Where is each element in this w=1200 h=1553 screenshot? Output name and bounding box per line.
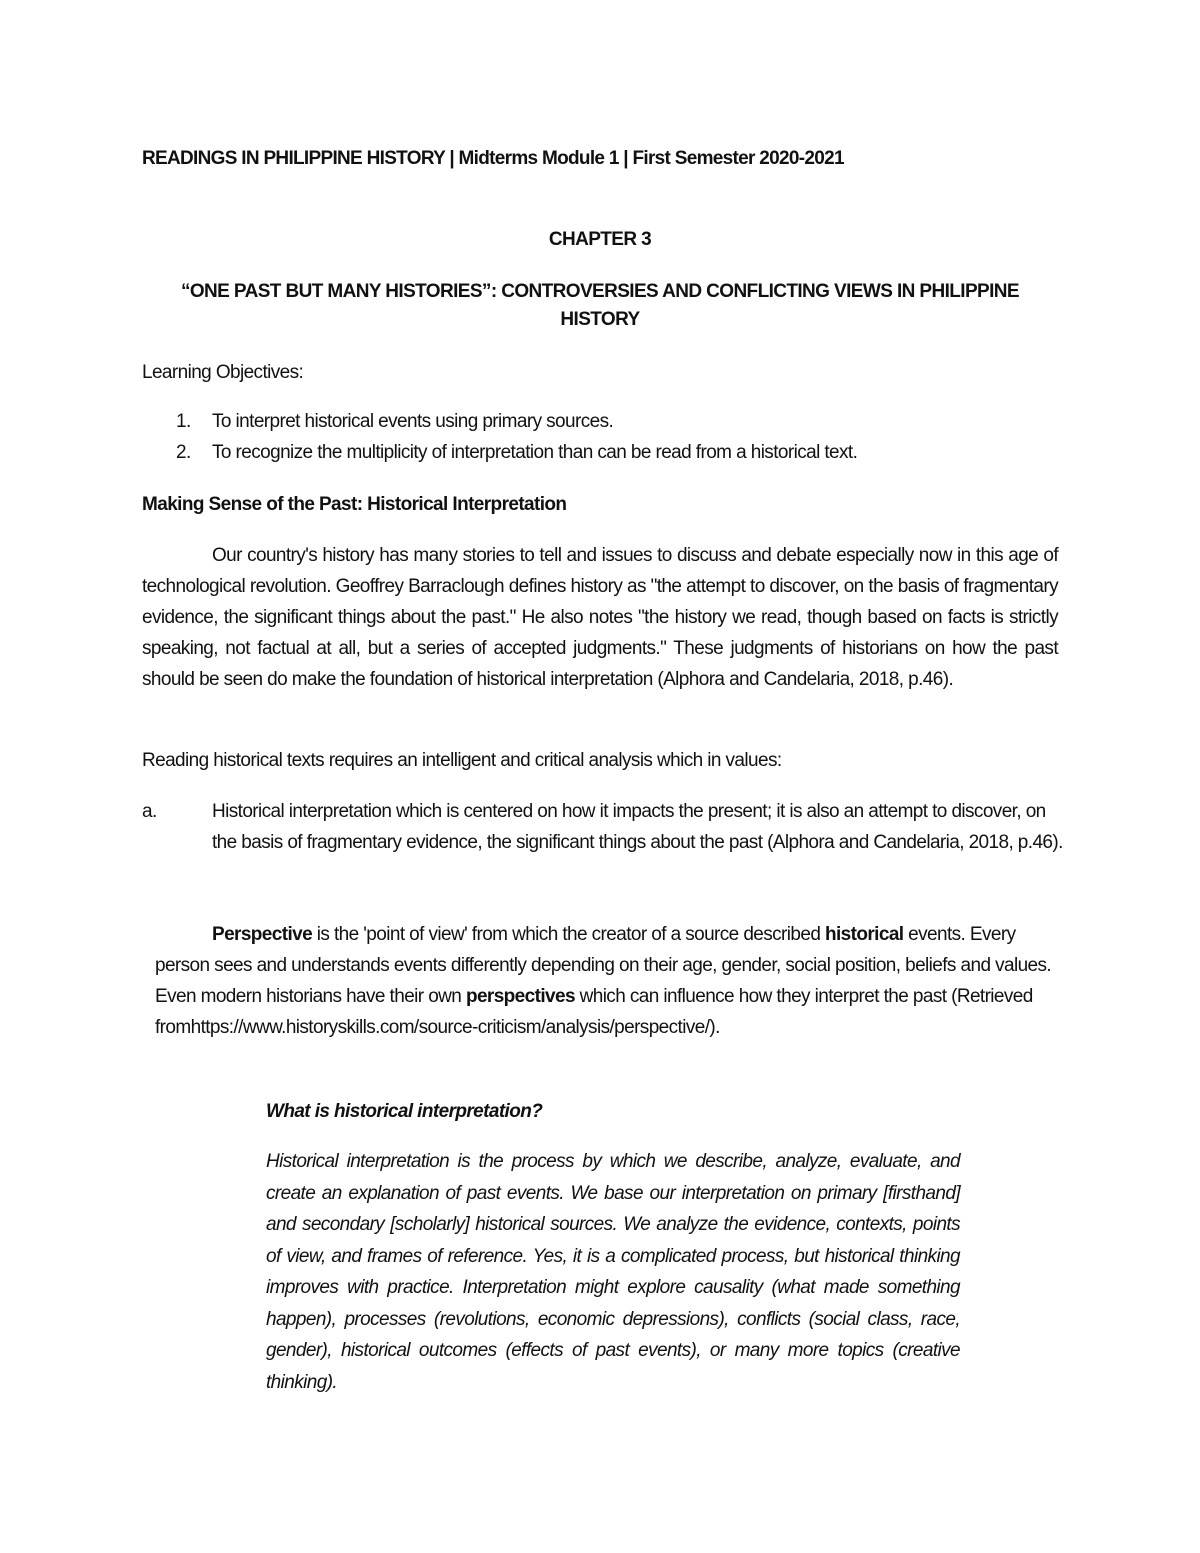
list-item-number: 1. <box>176 411 191 432</box>
list-item-text: To interpret historical events using primary sources. <box>212 411 614 432</box>
list-item-text: To recognize the multiplicity of interpretation than can be read from a historical text. <box>212 442 858 463</box>
intro-paragraph-text: Our country's history has many stories to tell and issues to discuss and debate especially now in this age of technological revolution. Geoffrey Barraclough defines history as "the attempt to discover, on the basis of fragmentary evidence, the significant things about the past." He also notes "the history we read, though based on facts is strictly speaking, not factual at all, but a series of accepted judgments." These judgments of historians on how the past should be seen do make the foundation of historical interpretation (Alphora and Candelaria, 2018, p.46). <box>142 545 1058 690</box>
section-heading: Making Sense of the Past: Historical Interpretation <box>142 494 567 515</box>
reading-paragraph: Reading historical texts requires an intelligent and critical analysis which in values: <box>142 750 782 771</box>
list-item <box>142 437 1042 468</box>
quote-heading: What is historical interpretation? <box>266 1101 543 1122</box>
objectives-list <box>142 406 1042 468</box>
chapter-title: “ONE PAST BUT MANY HISTORIES”: CONTROVERSIES AND CONFLICTING VIEWS IN PHILIPPINE HISTORY <box>180 281 1020 330</box>
list-item-text: Historical interpretation which is centered on how it impacts the present; it is also an attempt to discover, on the basis of fragmentary evidence, the significant things about the past (Alphora and Candelaria, 2018, p.46). <box>212 801 1063 853</box>
quote-body: Historical interpretation is the process by which we describe, analyze, evaluate, and create an explanation of past events. We base our interpretation on primary [firsthand] and secondary [scholarly] historical sources. We analyze the evidence, contexts, points of view, and frames of reference. Yes, it is a complicated process, but historical thinking improves with practice. Interpretation might explore causality (what made something happen), processes (revolutions, economic depressions), conflicts (social class, race, gender), historical outcomes (effects of past events), or many more topics (creative thinking). <box>266 1151 960 1393</box>
perspectives-term: perspectives <box>465 986 575 1007</box>
list-item-number: 2. <box>176 442 191 463</box>
perspective-term: Perspective <box>212 924 313 945</box>
learning-objectives-label: Learning Objectives: <box>142 362 304 383</box>
perspective-text: which can influence how they interpret the past (Retrieved fromhttps://www.historyskills.com/source-criticism/analysis/perspective/). <box>155 986 1033 1038</box>
perspective-paragraph <box>155 919 1055 1043</box>
perspective-text: events. Every person sees and understands events differently depending on their age, gender, social position, beliefs and values. Even modern historians have their own <box>155 924 1052 1007</box>
module-header: READINGS IN PHILIPPINE HISTORY | Midterms Module 1 | First Semester 2020-2021 <box>142 148 844 169</box>
historical-term: historical <box>825 924 904 945</box>
intro-paragraph <box>142 540 1058 695</box>
list-item <box>142 406 1042 437</box>
lettered-list-item <box>142 796 1072 858</box>
chapter-number: CHAPTER 3 <box>548 229 652 250</box>
perspective-text: is the 'point of view' from which the creator of a source described <box>312 924 825 945</box>
list-item-letter: a. <box>142 801 157 822</box>
